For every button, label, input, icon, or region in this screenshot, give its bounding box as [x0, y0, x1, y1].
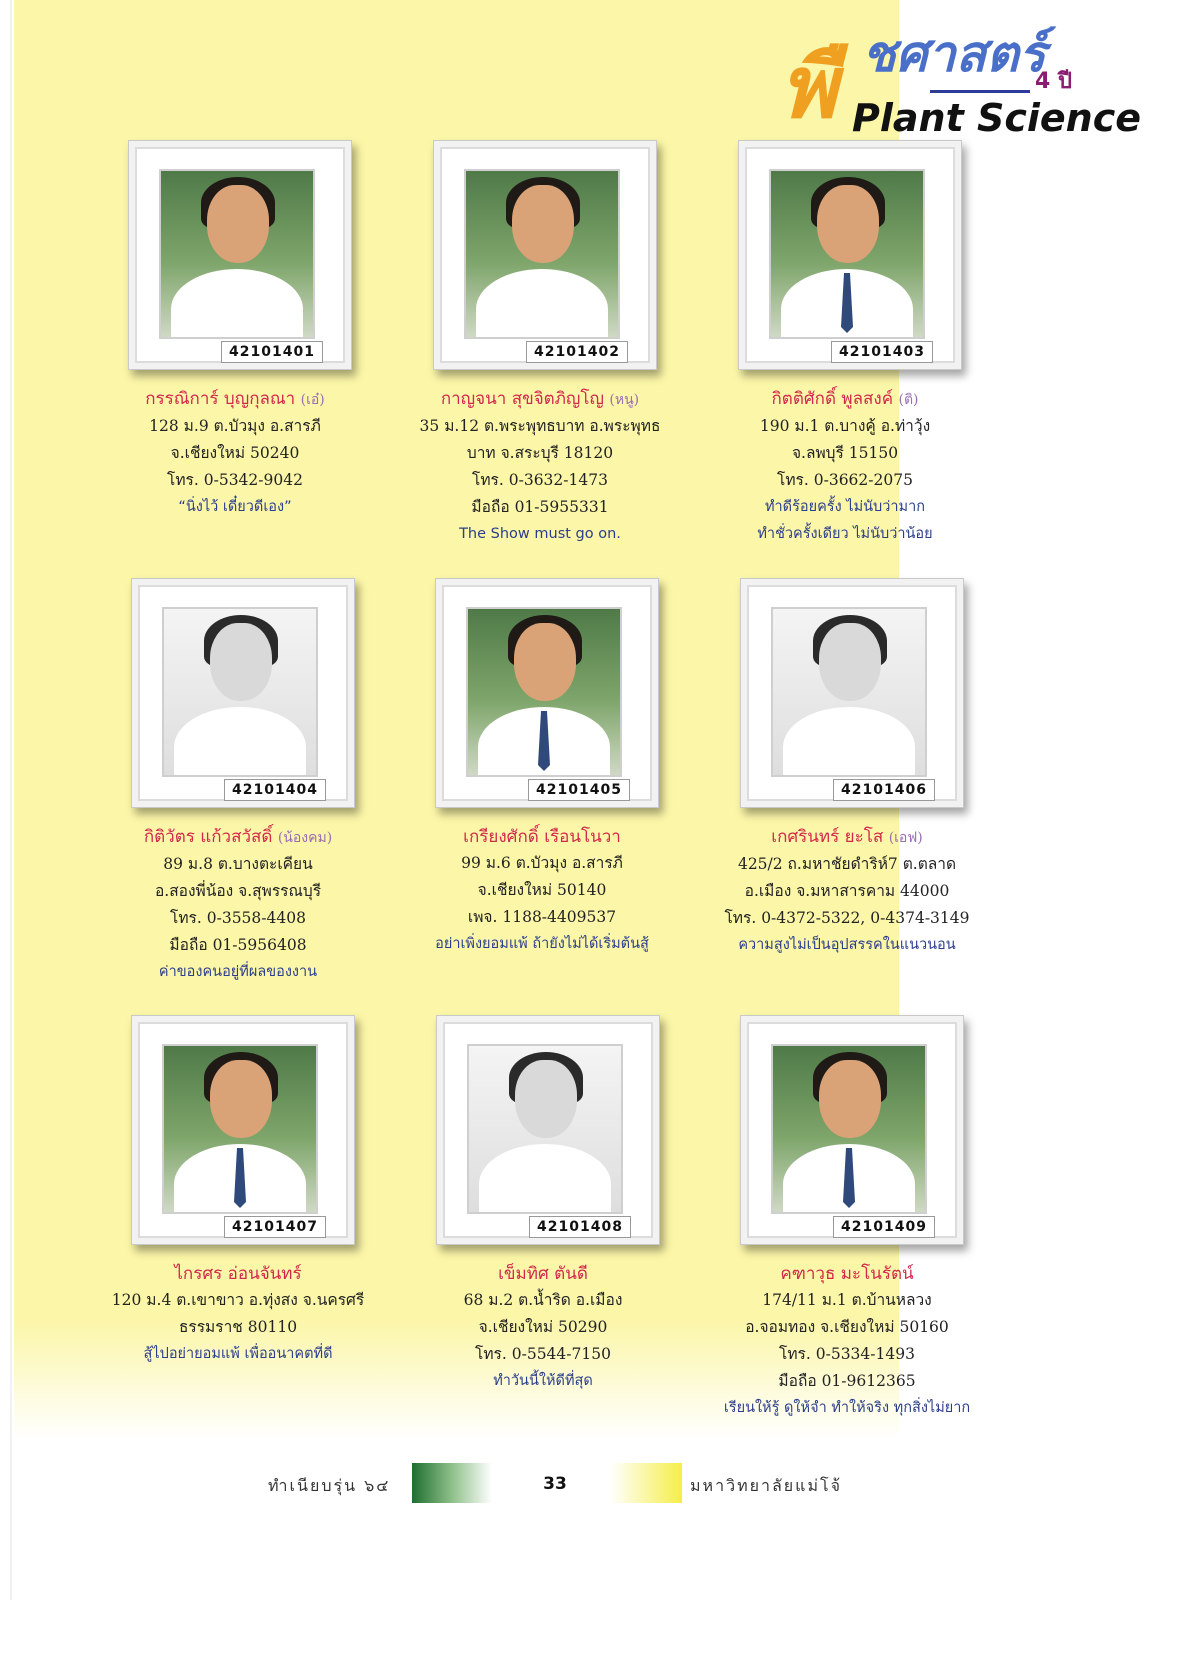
- address-line: 68 ม.2 ต.น้ำริด อ.เมือง: [463, 1291, 623, 1309]
- student-name: กรรณิการ์ บุญกุลณา (เอ๋): [145, 389, 325, 409]
- student-motto: ทำดีร้อยครั้ง ไม่นับว่ามาก: [764, 499, 926, 515]
- student-nickname: (ติ): [898, 392, 919, 408]
- student-nickname: (น้องคม): [277, 830, 333, 846]
- student-photo: [769, 169, 925, 339]
- phone-line: โทร. 0-3662-2075: [777, 471, 913, 489]
- address-line: 425/2 ถ.มหาชัยดำริห์7 ต.ตลาด: [737, 855, 957, 873]
- student-info: [680, 386, 1010, 548]
- mobile-line: มือถือ 01-5956408: [169, 936, 307, 954]
- logo-thai-text: ชศาสตร์: [862, 25, 1046, 83]
- photo-frame: [131, 1015, 355, 1245]
- student-id: 42101406: [833, 779, 935, 801]
- logo-years: 4 ปี: [1035, 69, 1072, 94]
- student-nickname: (หนู): [609, 392, 640, 408]
- student-photo: [771, 607, 927, 777]
- student-nickname: (เอ๋): [300, 392, 325, 408]
- address-line: จ.เชียงใหม่ 50140: [477, 881, 607, 899]
- photo-frame: [738, 140, 962, 370]
- phone-line: โทร. 0-3558-4408: [170, 909, 306, 927]
- address-line: 99 ม.6 ต.บัวมุง อ.สารภี: [461, 854, 623, 872]
- student-name: เกรียงศักดิ์ เรือนโนวา: [463, 827, 621, 847]
- student-id: 42101403: [831, 341, 933, 363]
- photo-frame: [128, 140, 352, 370]
- phone-line: โทร. 0-5342-9042: [167, 471, 303, 489]
- address-line: 174/11 ม.1 ต.บ้านหลวง: [762, 1291, 932, 1309]
- plant-science-logo: [780, 20, 1142, 140]
- address-line: 89 ม.8 ต.บางตะเคียน: [163, 855, 313, 873]
- footer-yearbook-label: ทำเนียบรุ่น ๖๔: [268, 1476, 391, 1495]
- student-motto: ทำชั่วครั้งเดียว ไม่นับว่าน้อย: [757, 526, 933, 542]
- student-photo: [467, 1044, 623, 1214]
- student-photo: [464, 169, 620, 339]
- address-line: 190 ม.1 ต.บางคู้ อ.ท่าวุ้ง: [759, 417, 931, 435]
- page-edge: [10, 0, 12, 1600]
- page-number: 33: [543, 1474, 567, 1494]
- student-name: เกศรินทร์ ยะโส (เอฟ): [771, 827, 923, 847]
- address-line: อ.เมือง จ.มหาสารคาม 44000: [744, 882, 950, 900]
- logo-english-text: Plant Science: [852, 96, 1142, 140]
- student-name: เข็มทิศ ตันดี: [498, 1264, 588, 1284]
- pager-line: เพจ. 1188-4409537: [467, 908, 617, 926]
- student-info: [73, 824, 403, 986]
- student-id: 42101409: [833, 1216, 935, 1238]
- logo-underline: [930, 90, 1030, 93]
- student-motto: ทำวันนี้ให้ดีที่สุด: [493, 1373, 593, 1389]
- photo-frame: [435, 578, 659, 808]
- address-line: ธรรมราช 80110: [178, 1318, 298, 1336]
- student-motto: ความสูงไม่เป็นอุปสรรคในแนวนอน: [738, 937, 956, 953]
- student-photo: [466, 607, 622, 777]
- address-line: จ.ลพบุรี 15150: [791, 444, 899, 462]
- address-line: จ.เชียงใหม่ 50290: [478, 1318, 608, 1336]
- student-id: 42101402: [526, 341, 628, 363]
- photo-frame: [433, 140, 657, 370]
- student-info: [377, 824, 707, 958]
- student-motto: เรียนให้รู้ ดูให้จำ ทำให้จริง ทุกสิ่งไม่ยาก: [723, 1400, 971, 1416]
- student-info: [378, 1261, 708, 1395]
- student-photo: [162, 607, 318, 777]
- student-photo: [162, 1044, 318, 1214]
- student-motto: ค่าของคนอยู่ที่ผลของงาน: [158, 964, 318, 980]
- student-name: คฑาวุธ มะโนรัตน์: [780, 1264, 914, 1284]
- phone-line: โทร. 0-3632-1473: [472, 471, 608, 489]
- footer-yellow-block: [610, 1463, 682, 1503]
- phone-line: โทร. 0-5334-1493: [779, 1345, 915, 1363]
- student-id: 42101405: [528, 779, 630, 801]
- student-nickname: (เอฟ): [888, 830, 923, 846]
- student-name: กิตติศักดิ์ พูลสงค์ (ติ): [771, 389, 919, 409]
- photo-frame: [131, 578, 355, 808]
- student-id: 42101401: [221, 341, 323, 363]
- address-line: 120 ม.4 ต.เขาขาว อ.ทุ่งสง จ.นครศรี: [111, 1291, 365, 1309]
- mobile-line: มือถือ 01-9612365: [778, 1372, 916, 1390]
- footer-university-label: มหาวิทยาลัยแม่โจ้: [690, 1476, 842, 1495]
- photo-frame: [436, 1015, 660, 1245]
- phone-line: โทร. 0-5544-7150: [475, 1345, 611, 1363]
- student-id: 42101404: [224, 779, 326, 801]
- student-motto: The Show must go on.: [459, 526, 621, 542]
- student-info: [73, 1261, 403, 1368]
- student-motto: “นิ่งไว้ เดี๋ยวดีเอง”: [178, 499, 292, 515]
- student-motto: อย่าเพิ่งยอมแพ้ ถ้ายังไม่ได้เริ่มต้นสู้: [435, 936, 649, 952]
- logo-initial: พื: [780, 38, 837, 138]
- student-id: 42101408: [529, 1216, 631, 1238]
- address-line: จ.เชียงใหม่ 50240: [170, 444, 300, 462]
- student-name: ไกรศร อ่อนจันทร์: [174, 1264, 302, 1284]
- mobile-line: มือถือ 01-5955331: [471, 498, 609, 516]
- student-photo: [771, 1044, 927, 1214]
- student-motto: สู้ไปอย่ายอมแพ้ เพื่ออนาคตที่ดี: [143, 1346, 333, 1362]
- student-name: กาญจนา สุขจิตภิญโญ (หนู): [440, 389, 640, 409]
- address-line: บาท จ.สระบุรี 18120: [466, 444, 614, 462]
- student-name: กิติวัตร แก้วสวัสดิ์ (น้องคม): [143, 827, 333, 847]
- student-info: [70, 386, 400, 521]
- student-info: [682, 824, 1012, 959]
- student-photo: [159, 169, 315, 339]
- student-info: [375, 386, 705, 548]
- photo-frame: [740, 578, 964, 808]
- student-id: 42101407: [224, 1216, 326, 1238]
- footer-green-block: [412, 1463, 492, 1503]
- photo-frame: [740, 1015, 964, 1245]
- address-line: 128 ม.9 ต.บัวมุง อ.สารภี: [149, 417, 321, 435]
- phone-line: โทร. 0-4372-5322, 0-4374-3149: [724, 909, 970, 927]
- address-line: อ.สองพี่น้อง จ.สุพรรณบุรี: [154, 882, 322, 900]
- student-info: [682, 1261, 1012, 1422]
- address-line: อ.จอมทอง จ.เชียงใหม่ 50160: [745, 1318, 949, 1336]
- address-line: 35 ม.12 ต.พระพุทธบาท อ.พระพุทธ: [419, 417, 661, 435]
